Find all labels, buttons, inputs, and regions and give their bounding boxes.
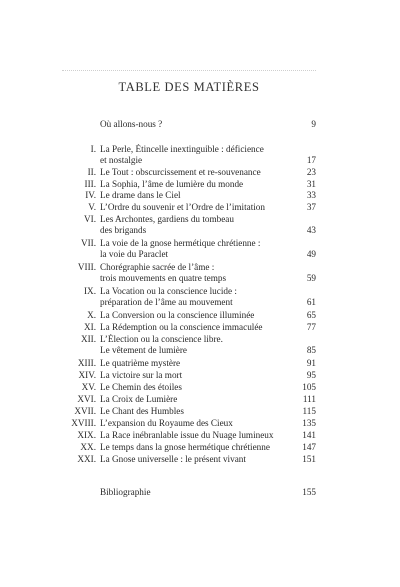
page-number: 135 [302, 418, 316, 428]
chapter-title-line: Le Chemin des étoiles [100, 382, 182, 392]
chapter-title-line: et nostalgie [100, 155, 143, 165]
page-number: 31 [306, 179, 316, 189]
chapter-title-line: La Vocation ou la conscience lucide : [100, 286, 237, 296]
chapter-title-line: Où allons-nous ? [100, 119, 163, 129]
chapter-title-line: Le Chant des Humbles [100, 406, 184, 416]
page-number: 77 [306, 322, 316, 332]
page-number: 155 [302, 487, 316, 497]
chapter-title-line: Bibliographie [100, 487, 151, 497]
page-number: 33 [306, 190, 316, 200]
page-number: 49 [306, 249, 316, 259]
chapter-number: I. [90, 144, 96, 154]
chapter-title-line: La Croix de Lumière [100, 394, 178, 404]
chapter-title-line: des brigands [100, 225, 147, 235]
chapter-title-line: Le temps dans la gnose hermétique chrétienne [100, 442, 270, 452]
page-title: TABLE DES MATIÈRES [118, 80, 260, 94]
chapter-number: X. [87, 310, 96, 320]
chapter-number: IX. [84, 286, 96, 296]
chapter-title-line: Chorégraphie sacrée de l’âme : [100, 262, 215, 272]
chapter-title-line: La victoire sur la mort [100, 370, 183, 380]
page-number: 147 [302, 442, 316, 452]
chapter-number: XX. [80, 442, 96, 452]
chapter-title-line: Le Tout : obscurcissement et re-souvenance [100, 167, 261, 177]
page-number: 65 [306, 310, 316, 320]
page-number: 23 [306, 167, 316, 177]
chapter-number: XXI. [77, 454, 96, 464]
page-number: 43 [306, 225, 316, 235]
chapter-number: II. [87, 167, 96, 177]
chapter-number: XIX. [77, 430, 96, 440]
page-number: 105 [302, 382, 316, 392]
page-number: 17 [306, 155, 316, 165]
chapter-title-line: trois mouvements en quatre temps [100, 273, 227, 283]
page-number: 59 [306, 273, 316, 283]
chapter-title-line: Le quatrième mystère [100, 358, 181, 368]
chapter-number: VIII. [77, 262, 96, 272]
chapter-title-line: La voie de la gnose hermétique chrétienne : [100, 238, 261, 248]
chapter-title-line: préparation de l’âme au mouvement [100, 297, 233, 307]
chapter-title-line: L’Élection ou la conscience libre. [100, 334, 223, 344]
page-number: 85 [306, 345, 316, 355]
chapter-number: XIV. [78, 370, 96, 380]
chapter-title-line: La Gnose universelle : le présent vivant [100, 454, 246, 464]
chapter-number: XI. [84, 322, 96, 332]
page-number: 151 [302, 454, 316, 464]
chapter-number: III. [84, 179, 96, 189]
page-number: 61 [306, 297, 316, 307]
chapter-number: IV. [85, 190, 96, 200]
page-number: 37 [306, 202, 316, 212]
page-number: 111 [302, 394, 316, 404]
chapter-number: XVII. [74, 406, 96, 416]
top-rule [62, 70, 316, 71]
chapter-title-line: Les Archontes, gardiens du tombeau [100, 214, 234, 224]
chapter-number: V. [88, 202, 96, 212]
chapter-title-line: La Race inébranlable issue du Nuage lumineux [100, 430, 274, 440]
page-number: 115 [302, 406, 316, 416]
chapter-title-line: la voie du Paraclet [100, 249, 169, 259]
chapter-number: XIII. [77, 358, 96, 368]
chapter-title-line: La Rédemption ou la conscience immaculée [100, 322, 263, 332]
chapter-title-line: La Sophia, l’âme de lumière du monde [100, 179, 244, 189]
page-number: 91 [306, 358, 316, 368]
chapter-number: XV. [81, 382, 96, 392]
chapter-title-line: Le vêtement de lumière [100, 345, 187, 355]
chapter-number: XII. [80, 334, 96, 344]
page-number: 141 [302, 430, 316, 440]
chapter-title-line: L’Ordre du souvenir et l’Ordre de l’imitation [100, 202, 265, 212]
page-number: 9 [311, 119, 316, 129]
chapter-number: XVI. [77, 394, 96, 404]
chapter-title-line: La Perle, Étincelle inextinguible : déficience [100, 144, 264, 154]
chapter-title-line: La Conversion ou la conscience illuminée [100, 310, 255, 320]
chapter-title-line: L’expansion du Royaume des Cieux [100, 418, 233, 428]
chapter-title-line: Le drame dans le Ciel [100, 190, 181, 200]
chapter-number: VI. [84, 214, 96, 224]
chapter-number: VII. [80, 238, 96, 248]
chapter-number: XVIII. [71, 418, 96, 428]
page-number: 95 [306, 370, 316, 380]
